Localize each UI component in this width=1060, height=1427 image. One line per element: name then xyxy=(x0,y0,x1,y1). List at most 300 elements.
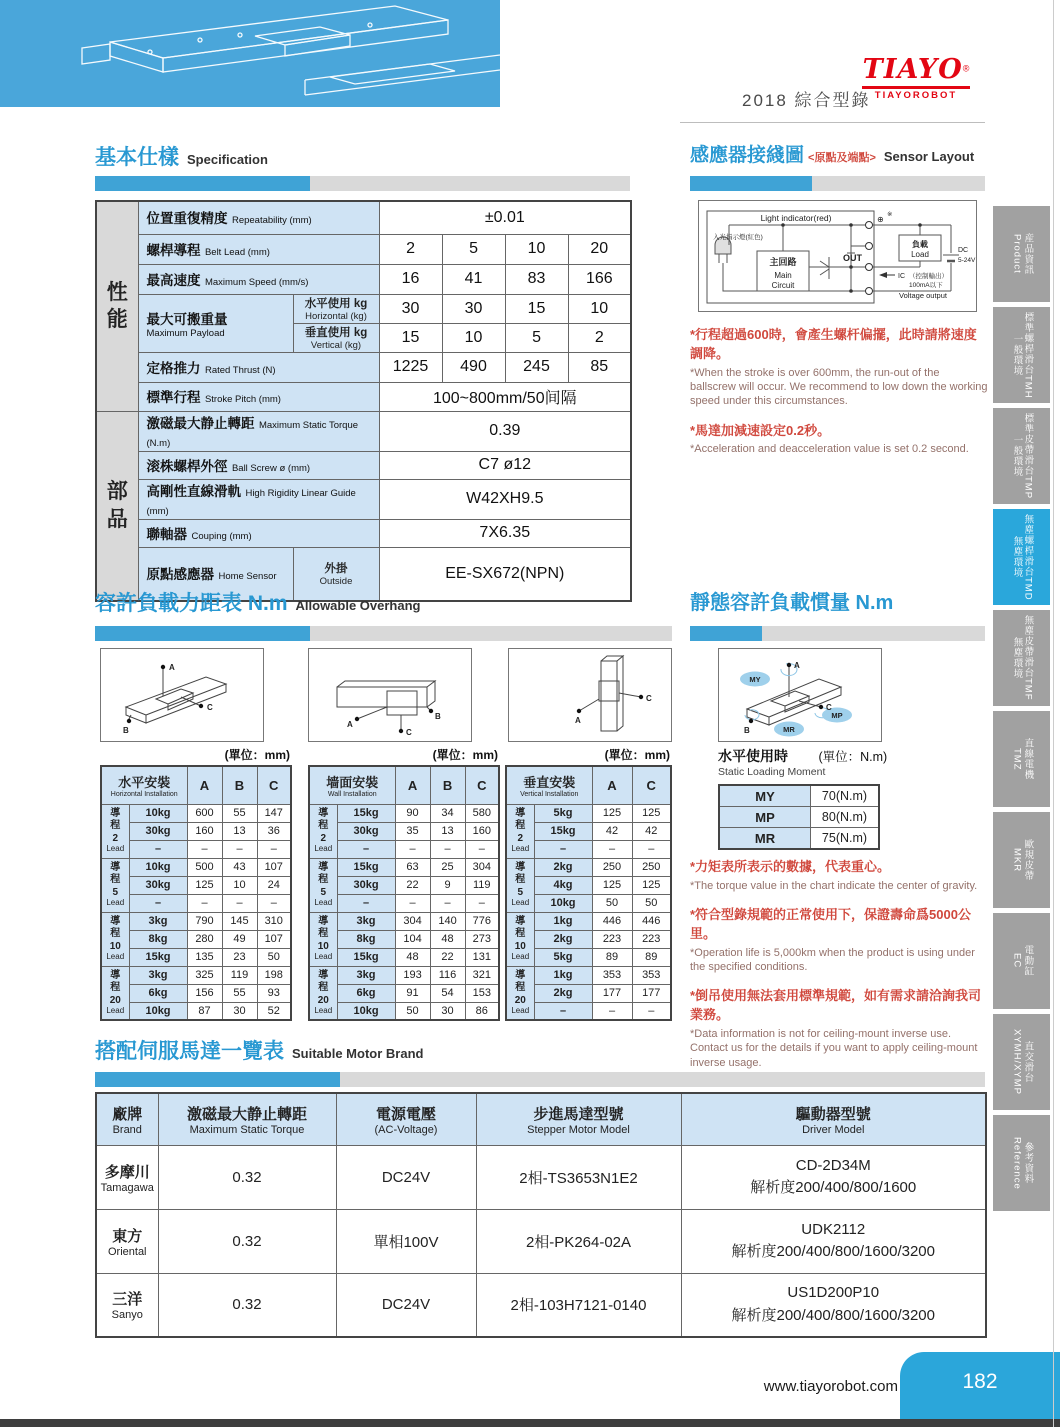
weight-cell: 8kg xyxy=(129,930,187,948)
data-cell: – xyxy=(395,894,430,912)
spec-value: 0.39 xyxy=(379,411,631,451)
col-header: A xyxy=(187,766,222,804)
weight-cell: 3kg xyxy=(129,912,187,930)
data-cell: 580 xyxy=(465,804,499,822)
data-cell: 54 xyxy=(430,984,465,1002)
static-title-bar xyxy=(690,626,985,641)
ic-label: IC xyxy=(898,273,905,280)
data-cell: 48 xyxy=(395,948,430,966)
data-cell: – xyxy=(257,894,291,912)
logo-text: TIAYO xyxy=(862,54,963,85)
main-circuit-en2: Circuit xyxy=(771,281,795,290)
data-cell: 125 xyxy=(632,804,671,822)
col-header: A xyxy=(395,766,430,804)
table-head: 垂直安裝 Vertical Installation xyxy=(506,766,592,804)
motor-col-header: 廠牌 Brand xyxy=(96,1093,158,1145)
spec-value: 30 xyxy=(442,294,505,323)
point-a-label: A xyxy=(169,663,175,672)
voltage-cell: 單相100V xyxy=(336,1209,476,1273)
my-axis-label: MY xyxy=(749,675,761,684)
actuator-illustration xyxy=(0,0,500,107)
point-c-label: C xyxy=(646,694,652,703)
weight-cell: 5kg xyxy=(534,948,592,966)
data-cell: 86 xyxy=(465,1002,499,1020)
sidebar-tab-tmp[interactable]: 標準皮帶滑台TMP 一般環境 xyxy=(993,408,1050,504)
data-cell: 55 xyxy=(222,984,257,1002)
weight-cell: 1kg xyxy=(534,966,592,984)
motor-table xyxy=(95,1092,987,1338)
weight-cell: 15kg xyxy=(534,822,592,840)
data-cell: 353 xyxy=(632,966,671,984)
data-cell: 153 xyxy=(465,984,499,1002)
spec-label: 位置重復精度 Repeatability (mm) xyxy=(138,201,379,234)
weight-cell: 1kg xyxy=(534,912,592,930)
spec-value: 7X6.35 xyxy=(379,519,631,547)
spec-value: 5 xyxy=(505,323,568,352)
spec-sublabel: 水平使用 kg Horizontal (kg) xyxy=(293,294,379,323)
brand-cell: 三洋 Sanyo xyxy=(96,1273,158,1337)
weight-cell: 8kg xyxy=(337,930,395,948)
data-cell: 43 xyxy=(222,858,257,876)
spec-value: 490 xyxy=(442,352,505,382)
data-cell: 125 xyxy=(187,876,222,894)
motor-col-header: 驅動器型號 Driver Model xyxy=(681,1093,986,1145)
website-url[interactable]: www.tiayorobot.com xyxy=(763,1378,898,1395)
col-header: C xyxy=(465,766,499,804)
weight-cell: 2kg xyxy=(534,984,592,1002)
sidebar-tab-tmh[interactable]: 標準螺桿滑台TMH 一般環境 xyxy=(993,307,1050,403)
lead-cell: 導程 20 Lead xyxy=(506,966,534,1020)
sidebar-tab-reference[interactable]: 參考資料 Reference xyxy=(993,1115,1050,1211)
weight-cell: 15kg xyxy=(129,948,187,966)
point-b-label: B xyxy=(123,726,129,735)
weight-cell: – xyxy=(534,840,592,858)
data-cell: 125 xyxy=(632,876,671,894)
data-cell: 193 xyxy=(395,966,430,984)
spec-sublabel: 外掛 Outside xyxy=(293,547,379,601)
wall-install-table xyxy=(308,765,500,1021)
data-cell: – xyxy=(257,840,291,858)
lead-cell: 導程 20 Lead xyxy=(309,966,337,1020)
data-cell: 90 xyxy=(395,804,430,822)
data-cell: – xyxy=(465,840,499,858)
spec-value: C7 ø12 xyxy=(379,451,631,479)
weight-cell: 10kg xyxy=(129,1002,187,1020)
lead-cell: 導程 10 Lead xyxy=(101,912,129,966)
data-cell: 36 xyxy=(257,822,291,840)
spec-label: 最高速度 Maximum Speed (mm/s) xyxy=(138,264,379,294)
spec-value: 1225 xyxy=(379,352,442,382)
spec-value: 100~800mm/50间隔 xyxy=(379,382,631,411)
header-banner xyxy=(0,0,500,107)
spec-label: 高剛性直線滑軌 High Rigidity Linear Guide (mm) xyxy=(138,479,379,519)
data-cell: 156 xyxy=(187,984,222,1002)
data-cell: 125 xyxy=(592,876,632,894)
data-cell: 147 xyxy=(257,804,291,822)
weight-cell: 5kg xyxy=(534,804,592,822)
data-cell: 49 xyxy=(222,930,257,948)
point-a-label: A xyxy=(794,661,800,670)
col-header: C xyxy=(632,766,671,804)
data-cell: 446 xyxy=(632,912,671,930)
moment-value: 75(N.m) xyxy=(811,828,880,850)
torque-cell: 0.32 xyxy=(158,1209,336,1273)
moment-value: 70(N.m) xyxy=(811,785,880,807)
data-cell: 119 xyxy=(222,966,257,984)
data-cell: 13 xyxy=(430,822,465,840)
note-en: *Operation life is 5,000km when the product is using under the specified conditions. xyxy=(690,946,975,974)
data-cell: – xyxy=(632,1002,671,1020)
static-notes xyxy=(690,858,988,1083)
model-cell: 2相-103H7121-0140 xyxy=(476,1273,681,1337)
data-cell: – xyxy=(592,1002,632,1020)
data-cell: 22 xyxy=(430,948,465,966)
spec-label: 螺桿導程 Belt Lead (mm) xyxy=(138,234,379,264)
sidebar-tab-mkr[interactable]: 歐規皮帶 MKR xyxy=(993,812,1050,908)
point-c-label: C xyxy=(207,703,213,712)
data-cell: 50 xyxy=(592,894,632,912)
plus-terminal-icon: ⊕ xyxy=(877,215,884,224)
spec-value: 10 xyxy=(568,294,631,323)
static-moment-table xyxy=(718,784,880,850)
weight-cell: 2kg xyxy=(534,930,592,948)
light-indicator-label: Light indicator(red) xyxy=(760,213,832,223)
sidebar-tab-tmz[interactable]: 直線電機 TMZ xyxy=(993,711,1050,807)
spec-value: 15 xyxy=(505,294,568,323)
data-cell: 107 xyxy=(257,930,291,948)
spec-group-parts: 部品 xyxy=(96,411,138,601)
lead-cell: 導程 2 Lead xyxy=(506,804,534,858)
point-b-label: B xyxy=(435,712,441,721)
vertical-install-table xyxy=(505,765,672,1021)
point-b-label: B xyxy=(744,726,750,735)
data-cell: 273 xyxy=(465,930,499,948)
note-zh: *行程超過600時，會產生螺杆偏擺，此時請將速度調降。 xyxy=(690,327,977,361)
data-cell: 500 xyxy=(187,858,222,876)
spec-value: 5 xyxy=(442,234,505,264)
data-cell: 24 xyxy=(257,876,291,894)
torque-cell: 0.32 xyxy=(158,1273,336,1337)
point-a-label: A xyxy=(575,716,581,725)
lead-cell: 導程 2 Lead xyxy=(101,804,129,858)
data-cell: 9 xyxy=(430,876,465,894)
moment-value: 80(N.m) xyxy=(811,807,880,828)
sensor-notes xyxy=(690,326,988,470)
weight-cell: – xyxy=(337,894,395,912)
lead-cell: 導程 5 Lead xyxy=(309,858,337,912)
driver-cell: UDK2112 解析度200/400/800/1600/3200 xyxy=(681,1209,986,1273)
spec-value: 2 xyxy=(568,323,631,352)
spec-label: 聯軸器 Couping (mm) xyxy=(138,519,379,547)
voltage-cell: DC24V xyxy=(336,1145,476,1209)
lead-cell: 導程 5 Lead xyxy=(101,858,129,912)
data-cell: 55 xyxy=(222,804,257,822)
spec-value: W42XH9.5 xyxy=(379,479,631,519)
brand-logo xyxy=(862,56,970,101)
sidebar-tab-xymh-xymp[interactable]: 直交滑台 XYMH/XYMP xyxy=(993,1014,1050,1110)
data-cell: 135 xyxy=(187,948,222,966)
data-cell: 50 xyxy=(257,948,291,966)
unit-label: (單位：mm) xyxy=(432,748,498,762)
lead-cell: 導程 5 Lead xyxy=(506,858,534,912)
spec-group-performance: 性能 xyxy=(96,201,138,411)
data-cell: 198 xyxy=(257,966,291,984)
moment-key: MP xyxy=(719,807,811,828)
spec-value: 83 xyxy=(505,264,568,294)
data-cell: 42 xyxy=(592,822,632,840)
data-cell: 160 xyxy=(465,822,499,840)
data-cell: 87 xyxy=(187,1002,222,1020)
weight-cell: – xyxy=(129,840,187,858)
data-cell: 304 xyxy=(395,912,430,930)
spec-value: 10 xyxy=(505,234,568,264)
weight-cell: 10kg xyxy=(534,894,592,912)
spec-value: 20 xyxy=(568,234,631,264)
data-cell: 223 xyxy=(592,930,632,948)
unit-label: (單位：mm) xyxy=(224,748,290,762)
load-zh: 負載 xyxy=(912,240,928,249)
sensor-circuit-diagram xyxy=(698,200,977,312)
weight-cell: 3kg xyxy=(129,966,187,984)
motor-title-bar xyxy=(95,1072,985,1087)
weight-cell: 3kg xyxy=(337,966,395,984)
weight-cell: 4kg xyxy=(534,876,592,894)
weight-cell: 2kg xyxy=(534,858,592,876)
vertical-install-diagram xyxy=(508,648,672,742)
data-cell: – xyxy=(465,894,499,912)
weight-cell: – xyxy=(129,894,187,912)
weight-cell: 10kg xyxy=(337,1002,395,1020)
data-cell: 35 xyxy=(395,822,430,840)
brand-cell: 多摩川 Tamagawa xyxy=(96,1145,158,1209)
note-en: *When the stroke is over 600mm, the run-out of the ballscrew will occur. We recommend to low down the working speed under this circumstances. xyxy=(690,366,988,408)
spec-section-title: 基本仕樣 Specification xyxy=(95,146,268,169)
dc-range-label: 5-24V xyxy=(958,257,976,264)
spec-label: 最大可搬重量 Maximum Payload xyxy=(138,294,293,352)
lead-cell: 導程 10 Lead xyxy=(309,912,337,966)
spec-value: 41 xyxy=(442,264,505,294)
sidebar-divider xyxy=(1053,0,1054,1427)
spec-title-bar xyxy=(95,176,630,191)
spec-sublabel: 垂直使用 kg Vertical (kg) xyxy=(293,323,379,352)
spec-value: 15 xyxy=(379,323,442,352)
load-en: Load xyxy=(911,250,929,259)
spec-value: 245 xyxy=(505,352,568,382)
data-cell: 250 xyxy=(632,858,671,876)
data-cell: – xyxy=(430,840,465,858)
weight-cell: 30kg xyxy=(337,876,395,894)
data-cell: 119 xyxy=(465,876,499,894)
registered-mark-icon: ® xyxy=(962,63,970,74)
data-cell: 160 xyxy=(187,822,222,840)
wall-install-diagram xyxy=(308,648,472,742)
logo-subtitle: TIAYOROBOT xyxy=(862,86,970,101)
data-cell: 107 xyxy=(257,858,291,876)
main-circuit-en1: Main xyxy=(774,271,792,280)
spec-value: 16 xyxy=(379,264,442,294)
weight-cell: – xyxy=(337,840,395,858)
data-cell: – xyxy=(430,894,465,912)
header-divider xyxy=(680,122,985,123)
col-header: B xyxy=(222,766,257,804)
torque-cell: 0.32 xyxy=(158,1145,336,1209)
data-cell: 89 xyxy=(592,948,632,966)
data-cell: 42 xyxy=(632,822,671,840)
control-output-note: （控制輸出） xyxy=(909,273,948,280)
data-cell: 91 xyxy=(395,984,430,1002)
spec-value: ±0.01 xyxy=(379,201,631,234)
data-cell: 446 xyxy=(592,912,632,930)
model-cell: 2相-TS3653N1E2 xyxy=(476,1145,681,1209)
data-cell: 250 xyxy=(592,858,632,876)
driver-cell: CD-2D34M 解析度200/400/800/1600 xyxy=(681,1145,986,1209)
col-header: A xyxy=(592,766,632,804)
dc-label: DC xyxy=(958,247,969,254)
weight-cell: 6kg xyxy=(337,984,395,1002)
sidebar-tab-tmd[interactable]: 無塵螺桿滑台TMD 無塵環境 xyxy=(993,509,1050,605)
note-zh: *馬達加減速設定0.2秒。 xyxy=(690,422,831,438)
out-label: OUT xyxy=(843,253,862,263)
point-c-label: C xyxy=(826,703,832,712)
weight-cell: 30kg xyxy=(129,822,187,840)
brand-cell: 東方 Oriental xyxy=(96,1209,158,1273)
weight-cell: 15kg xyxy=(337,948,395,966)
spec-value: 85 xyxy=(568,352,631,382)
data-cell: 50 xyxy=(632,894,671,912)
static-moment-title: 靜態容許負載慣量 N.m xyxy=(690,592,894,614)
data-cell: 34 xyxy=(430,804,465,822)
col-header: C xyxy=(257,766,291,804)
spec-label: 激磁最大静止轉距 Maximum Static Torque (N.m) xyxy=(138,411,379,451)
spec-label: 定格推力 Rated Thrust (N) xyxy=(138,352,379,382)
driver-cell: US1D200P10 解析度200/400/800/1600/3200 xyxy=(681,1273,986,1337)
data-cell: 30 xyxy=(430,1002,465,1020)
sidebar-tab-tmf[interactable]: 無塵皮帶滑台TMF 無塵環境 xyxy=(993,610,1050,706)
model-cell: 2相-PK264-02A xyxy=(476,1209,681,1273)
weight-cell: 15kg xyxy=(337,858,395,876)
main-circuit-zh: 主回路 xyxy=(769,257,797,267)
weight-cell: 6kg xyxy=(129,984,187,1002)
motor-row xyxy=(96,1145,986,1209)
horizontal-install-diagram xyxy=(100,648,264,742)
spec-value: 30 xyxy=(379,294,442,323)
mp-axis-label: MP xyxy=(831,711,843,720)
unit-label: (單位：mm) xyxy=(604,748,670,762)
motor-col-header: 激磁最大静止轉距 Maximum Static Torque xyxy=(158,1093,336,1145)
data-cell: 25 xyxy=(430,858,465,876)
voltage-cell: DC24V xyxy=(336,1273,476,1337)
data-cell: 50 xyxy=(395,1002,430,1020)
data-cell: 321 xyxy=(465,966,499,984)
note-en: *Acceleration and deacceleration value is set 0.2 second. xyxy=(690,443,969,456)
note-zh: *倒吊使用無法套用標準規範，如有需求請洽詢我司業務。 xyxy=(690,988,982,1023)
weight-cell: 15kg xyxy=(337,804,395,822)
data-cell: 10 xyxy=(222,876,257,894)
data-cell: 280 xyxy=(187,930,222,948)
sidebar-tab-product[interactable]: 産品資訊 Product xyxy=(993,206,1050,302)
star-mark-icon: ※ xyxy=(887,211,893,218)
data-cell: – xyxy=(222,894,257,912)
horizontal-install-table xyxy=(100,765,292,1021)
data-cell: – xyxy=(632,840,671,858)
col-header: B xyxy=(430,766,465,804)
point-a-label: A xyxy=(347,720,353,729)
data-cell: 600 xyxy=(187,804,222,822)
overhang-title-bar xyxy=(95,626,672,641)
sidebar-tab-ec[interactable]: 電動缸 EC xyxy=(993,913,1050,1009)
data-cell: 104 xyxy=(395,930,430,948)
table-head: 水平安裝 Horizontal Installation xyxy=(101,766,187,804)
data-cell: 48 xyxy=(430,930,465,948)
data-cell: 310 xyxy=(257,912,291,930)
spec-table xyxy=(95,200,632,602)
data-cell: 30 xyxy=(222,1002,257,1020)
motor-row xyxy=(96,1273,986,1337)
motor-col-header: 步進馬達型號 Stepper Motor Model xyxy=(476,1093,681,1145)
data-cell: 145 xyxy=(222,912,257,930)
weight-cell: 10kg xyxy=(129,804,187,822)
moment-key: MR xyxy=(719,828,811,850)
page-number-tab: 182 xyxy=(900,1352,1060,1427)
spec-value: EE-SX672(NPN) xyxy=(379,547,631,601)
data-cell: 63 xyxy=(395,858,430,876)
note-en: *The torque value in the chart indicate the center of gravity. xyxy=(690,879,978,892)
current-note: 100mA以下 xyxy=(909,282,943,289)
lead-cell: 導程 2 Lead xyxy=(309,804,337,858)
sensor-title-bar xyxy=(690,176,985,191)
data-cell: 223 xyxy=(632,930,671,948)
motor-col-header: 電源電壓 (AC-Voltage) xyxy=(336,1093,476,1145)
overhang-section-title: 容許負載力距表 N.m Allowable Overhang xyxy=(95,592,421,615)
motor-row xyxy=(96,1209,986,1273)
data-cell: – xyxy=(187,840,222,858)
data-cell: – xyxy=(187,894,222,912)
note-zh: *力矩表所表示的數據，代表重心。 xyxy=(690,859,891,874)
catalog-title: 2018 綜合型錄 xyxy=(742,91,871,110)
led-label: 入光指示燈(紅色) xyxy=(713,234,763,241)
bottom-bar xyxy=(0,1419,1060,1427)
table-head: 墙面安裝 Wall Installation xyxy=(309,766,395,804)
spec-label: 滚株螺桿外徑 Ball Screw ø (mm) xyxy=(138,451,379,479)
data-cell: 304 xyxy=(465,858,499,876)
weight-cell: 3kg xyxy=(337,912,395,930)
weight-cell: 10kg xyxy=(129,858,187,876)
data-cell: 177 xyxy=(592,984,632,1002)
moment-key: MY xyxy=(719,785,811,807)
sensor-section-title: 感應器接綫圖 <原點及端點> Sensor Layout xyxy=(690,145,975,166)
data-cell: – xyxy=(222,840,257,858)
data-cell: 23 xyxy=(222,948,257,966)
weight-cell: 30kg xyxy=(129,876,187,894)
voltage-output-label: Voltage output xyxy=(899,291,947,300)
static-usage-line: 水平使用時 (單位：N.m) xyxy=(718,748,888,764)
mr-axis-label: MR xyxy=(783,725,795,734)
data-cell: 790 xyxy=(187,912,222,930)
spec-label: 原點感應器 Home Sensor xyxy=(138,547,293,601)
note-zh: *符合型錄規範的正常使用下，保證壽命爲5000公里。 xyxy=(690,907,971,941)
weight-cell: – xyxy=(534,1002,592,1020)
static-moment-diagram xyxy=(718,648,882,742)
data-cell: – xyxy=(395,840,430,858)
spec-label: 標準行程 Stroke Pitch (mm) xyxy=(138,382,379,411)
spec-value: 10 xyxy=(442,323,505,352)
static-usage-en: Static Loading Moment xyxy=(718,766,826,778)
note-en: *Data information is not for ceiling-mount inverse use. Contact us for the details if you want to apply ceiling-mount inverse usage. xyxy=(690,1028,978,1069)
weight-cell: 30kg xyxy=(337,822,395,840)
data-cell: 13 xyxy=(222,822,257,840)
data-cell: 116 xyxy=(430,966,465,984)
lead-cell: 導程 10 Lead xyxy=(506,912,534,966)
